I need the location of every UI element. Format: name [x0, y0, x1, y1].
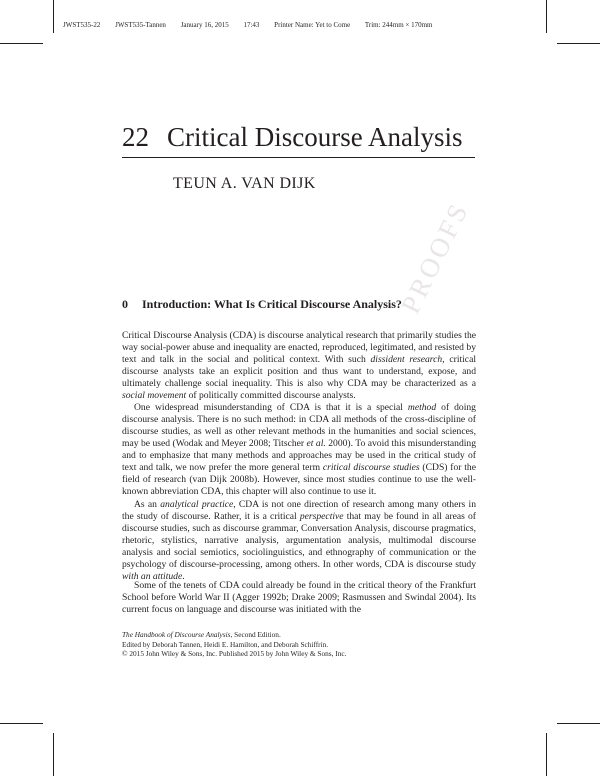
- p2-italic-critical-discourse-studies: critical discourse studies: [322, 462, 420, 473]
- copyright-line: © 2015 John Wiley & Sons, Inc. Published 2015 by John Wiley & Sons, Inc.: [122, 649, 347, 658]
- source-note-line-1: [122, 630, 476, 640]
- crop-mark-bl-v: [53, 733, 54, 776]
- chapter-author: TEUN A. VAN DIJK: [173, 175, 316, 192]
- p1-text-a: Critical Discourse Analysis (CDA) is discourse analytical research that primarily studies the way social-power abuse and inequality are enacted, reproduced, legitimated, and resisted by text and talk in the social and political context. With such: [122, 330, 476, 365]
- p2-italic-et-al: et al.: [306, 438, 326, 449]
- title-rule: [122, 157, 475, 158]
- header-time: 17:43: [243, 21, 260, 29]
- handbook-title: The Handbook of Discourse Analysis: [122, 630, 231, 639]
- header-chapter-code: JWST535-22: [63, 21, 101, 29]
- running-header: [63, 21, 446, 29]
- header-date: January 16, 2015: [180, 21, 229, 29]
- header-book-code: JWST535-Tannen: [115, 21, 166, 29]
- chapter-title: [122, 122, 462, 153]
- section-heading: [122, 297, 402, 312]
- p3-italic-perspective: perspective: [299, 511, 344, 522]
- p2-italic-method: method: [407, 402, 437, 413]
- crop-mark-tr-h: [557, 43, 600, 44]
- paragraph-3: [122, 499, 476, 583]
- p3-italic-with-an-attitude: with an attitude: [122, 571, 183, 582]
- section-title: Introduction: What Is Critical Discourse Analysis?: [142, 297, 402, 311]
- crop-mark-tl-h: [0, 43, 43, 44]
- paragraph-1: [122, 330, 476, 402]
- p3-text-e: that may be found in all areas of discourse studies, such as discourse grammar, Conversation Analysis, discourse pragmatics, rhetoric, stylistics, narrative analysis, argumentation analysis, multimodal discourse analysis and social semiotics, sociolinguistics, and ethnography of communication or the psychology of discourse-processing, among others. In other words, CDA is discourse study: [122, 511, 476, 570]
- section-number: 0: [122, 297, 128, 311]
- chapter-title-text: Critical Discourse Analysis: [167, 122, 463, 152]
- header-printer: Printer Name: Yet to Come: [274, 21, 351, 29]
- paragraph-2: [122, 402, 476, 498]
- crop-mark-br-h: [557, 723, 600, 724]
- crop-mark-tl-v: [53, 0, 54, 33]
- p1-text-e: of politically committed discourse analysts.: [186, 390, 356, 401]
- p2-text-e: 2000). To avoid this misunderstanding and to emphasize that many methods and approaches may be used in the critical study of text and talk, we now prefer the more general term: [122, 438, 477, 473]
- source-note: [122, 630, 476, 659]
- header-trim: Trim: 244mm × 170mm: [364, 21, 433, 29]
- crop-mark-tr-v: [546, 0, 547, 33]
- proofs-watermark: PROOFS: [395, 197, 475, 319]
- p3-text-g: .: [182, 571, 185, 582]
- editors-line: Edited by Deborah Tannen, Heidi E. Hamilton, and Deborah Schiffrin.: [122, 639, 329, 649]
- paragraph-4: Some of the tenets of CDA could already be found in the critical theory of the Frankfurt School before World War II (Agger 1992b; Drake 2009; Rasmussen and Swindal 2004). Its current focus on language and discourse was initiated with the: [122, 580, 476, 615]
- p2-text-a: One widespread misunderstanding of CDA is that it is a special: [134, 402, 408, 413]
- chapter-number: 22: [122, 122, 149, 152]
- p3-italic-analytical-practice: analytical practice: [160, 499, 234, 510]
- crop-mark-bl-h: [0, 723, 43, 724]
- p3-text-a: As an: [134, 499, 161, 510]
- p1-italic-dissident-research: dissident research: [370, 354, 443, 365]
- crop-mark-br-v: [546, 733, 547, 776]
- edition-text: , Second Edition.: [230, 630, 281, 639]
- p1-italic-social-movement: social movement: [122, 390, 187, 401]
- p3-text-c: , CDA is not one direction of research among many others in the study of discourse. Rather, it is a critical: [122, 499, 476, 522]
- p1-text-c: , critical discourse analysts take an explicit position and thus want to understand, expose, and ultimately challenge social inequality. This is also why CDA may be characterized as a: [122, 354, 476, 389]
- p2-text-g: (CDS) for the field of research (van Dijk 2008b). However, since most studies continue to use the well-known abbreviation CDA, this chapter will also continue to use it.: [122, 462, 476, 497]
- p2-text-c: of doing discourse analysis. There is no such method: in CDA all methods of the cross-discipline of discourse studies, as well as other relevant methods in the humanities and social sciences, may be used (Wodak and Meyer 2008; Titscher: [122, 402, 476, 449]
